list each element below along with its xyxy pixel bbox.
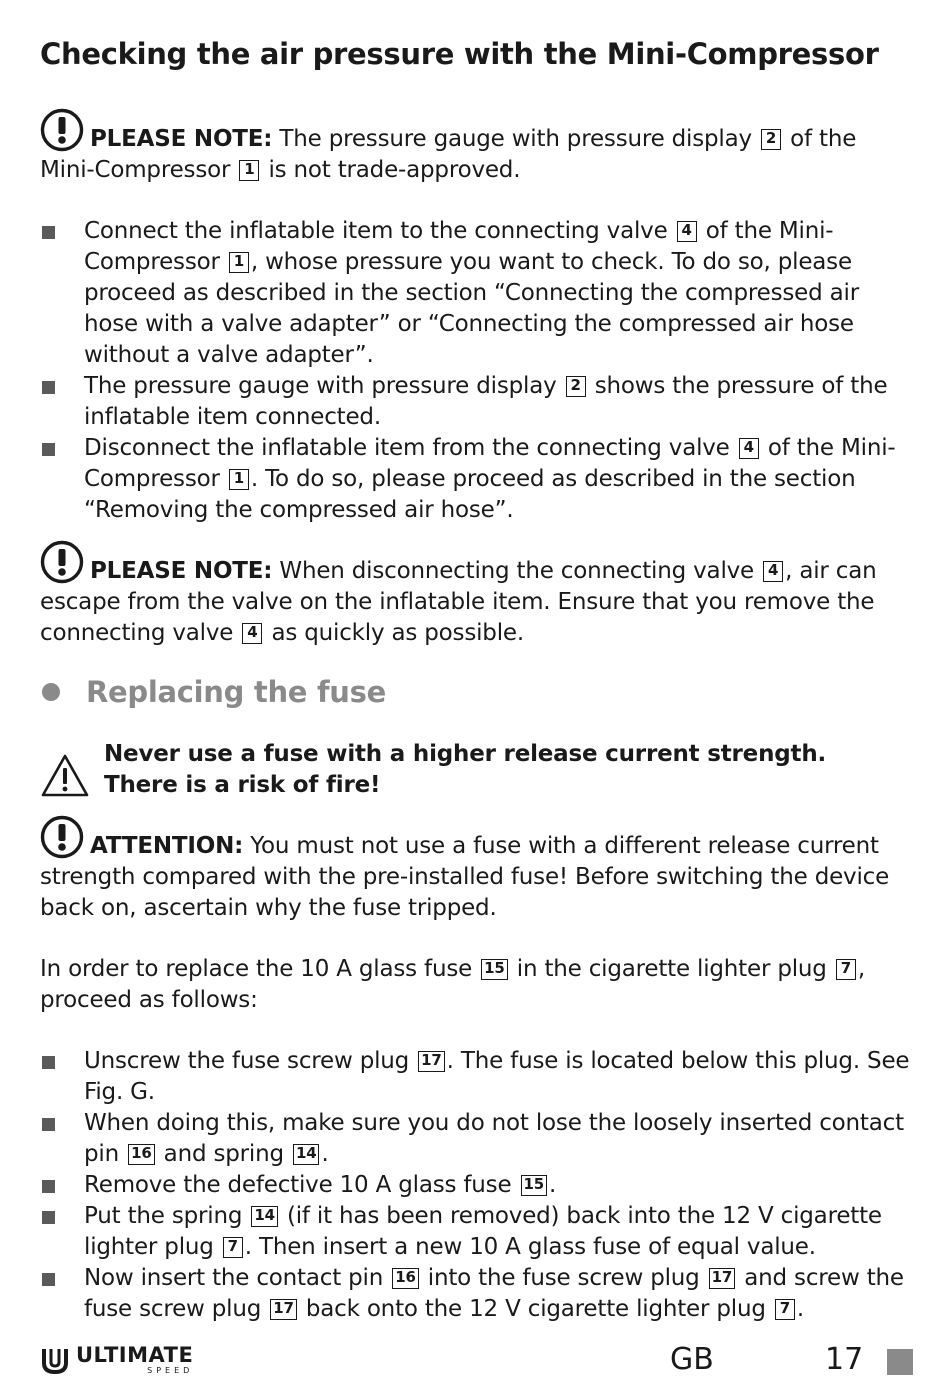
note-lead: PLEASE NOTE: xyxy=(90,126,273,152)
exclamation-circle-icon xyxy=(40,108,84,152)
ref-number: 17 xyxy=(418,1051,444,1072)
ref-number: 4 xyxy=(677,221,697,242)
fire-warning xyxy=(40,739,912,801)
ref-number: 14 xyxy=(293,1144,319,1165)
list-item: When doing this, make sure you do not lose the loosely inserted contact pin 16 and spring 14 . xyxy=(40,1108,912,1170)
ultimate-speed-logo-icon xyxy=(40,1345,70,1375)
note-lead: PLEASE NOTE: xyxy=(90,558,273,584)
ref-number: 7 xyxy=(836,959,856,980)
list-item: Put the spring 14 (if it has been removed) back into the 12 V cigarette lighter plug 7 . Then insert a new 10 A glass fuse of equal value. xyxy=(40,1201,912,1263)
square-bullet-icon xyxy=(42,226,55,239)
square-bullet-icon xyxy=(42,1118,55,1131)
fuse-intro: In order to replace the 10 A glass fuse 15 in the cigarette lighter plug 7 , proceed as follows: xyxy=(40,956,865,1013)
dot-bullet-icon xyxy=(42,683,60,701)
ref-number: 2 xyxy=(566,376,586,397)
ref-number: 16 xyxy=(128,1144,154,1165)
exclamation-circle-icon xyxy=(40,815,84,859)
square-bullet-icon xyxy=(42,443,55,456)
please-note-1: PLEASE NOTE: The pressure gauge with pressure display 2 of the Mini-Compressor 1 is not trade-approved. xyxy=(40,108,912,186)
page-marker-box xyxy=(887,1349,913,1375)
ref-number: 15 xyxy=(521,1175,547,1196)
list-item: Disconnect the inflatable item from the connecting valve 4 of the Mini-Compressor 1 . To do so, please proceed as described in the section “Removing the compressed air hose”. xyxy=(40,433,912,526)
page-footer xyxy=(40,1340,910,1384)
square-bullet-icon xyxy=(42,1211,55,1224)
ref-number: 4 xyxy=(739,438,759,459)
list-item: Remove the defective 10 A glass fuse 15 . xyxy=(40,1170,912,1201)
ref-number: 7 xyxy=(775,1299,795,1320)
ref-number: 7 xyxy=(223,1237,243,1258)
page-number: 17 xyxy=(825,1342,864,1377)
attention-note: ATTENTION: You must not use a fuse with a different release current strength compared with the pre-installed fuse! Before switching the device back on, ascertain why the fuse tripped. xyxy=(40,815,912,924)
brand-name: ULTIMATE xyxy=(76,1343,194,1367)
ref-number: 14 xyxy=(251,1206,277,1227)
ref-number: 4 xyxy=(242,623,262,644)
brand-logo xyxy=(40,1345,193,1375)
square-bullet-icon xyxy=(42,381,55,394)
section-title: Replacing the fuse xyxy=(86,675,386,709)
check-steps-list xyxy=(40,216,912,526)
warning-triangle-icon xyxy=(40,753,90,799)
fuse-steps-list xyxy=(40,1046,912,1325)
warning-text: Never use a fuse with a higher release current strength. There is a risk of fire! xyxy=(104,741,827,798)
ref-number: 2 xyxy=(761,129,781,150)
ref-number: 17 xyxy=(709,1268,735,1289)
list-item: Now insert the contact pin 16 into the fuse screw plug 17 and screw the fuse screw plug 17 back onto the 12 V cigarette lighter plug 7 . xyxy=(40,1263,912,1325)
ref-number: 16 xyxy=(392,1268,418,1289)
ref-number: 15 xyxy=(481,959,507,980)
exclamation-circle-icon xyxy=(40,540,84,584)
please-note-2: PLEASE NOTE: When disconnecting the connecting valve 4 , air can escape from the valve on the inflatable item. Ensure that you remove the connecting valve 4 as quickly as possible. xyxy=(40,540,912,649)
ref-number: 1 xyxy=(229,252,249,273)
ref-number: 1 xyxy=(239,160,259,181)
page-content xyxy=(40,34,912,1325)
attention-lead: ATTENTION: xyxy=(90,833,244,859)
list-item: Unscrew the fuse screw plug 17 . The fuse is located below this plug. See Fig. G. xyxy=(40,1046,912,1108)
square-bullet-icon xyxy=(42,1056,55,1069)
section-heading xyxy=(40,675,912,709)
list-item: Connect the inflatable item to the connecting valve 4 of the Mini-Compressor 1 , whose pressure you want to check. To do so, please proceed as described in the section “Connecting the compressed air hose with a valve adapter” or “Connecting the compressed air hose without a valve adapter”. xyxy=(40,216,912,371)
ref-number: 17 xyxy=(270,1299,296,1320)
square-bullet-icon xyxy=(42,1273,55,1286)
page-title: Checking the air pressure with the Mini-Compressor xyxy=(40,37,879,71)
brand-sub: SPEED xyxy=(147,1366,194,1375)
list-item: The pressure gauge with pressure display 2 shows the pressure of the inflatable item connected. xyxy=(40,371,912,433)
ref-number: 4 xyxy=(763,561,783,582)
ref-number: 1 xyxy=(229,469,249,490)
square-bullet-icon xyxy=(42,1180,55,1193)
language-code: GB xyxy=(670,1342,714,1377)
